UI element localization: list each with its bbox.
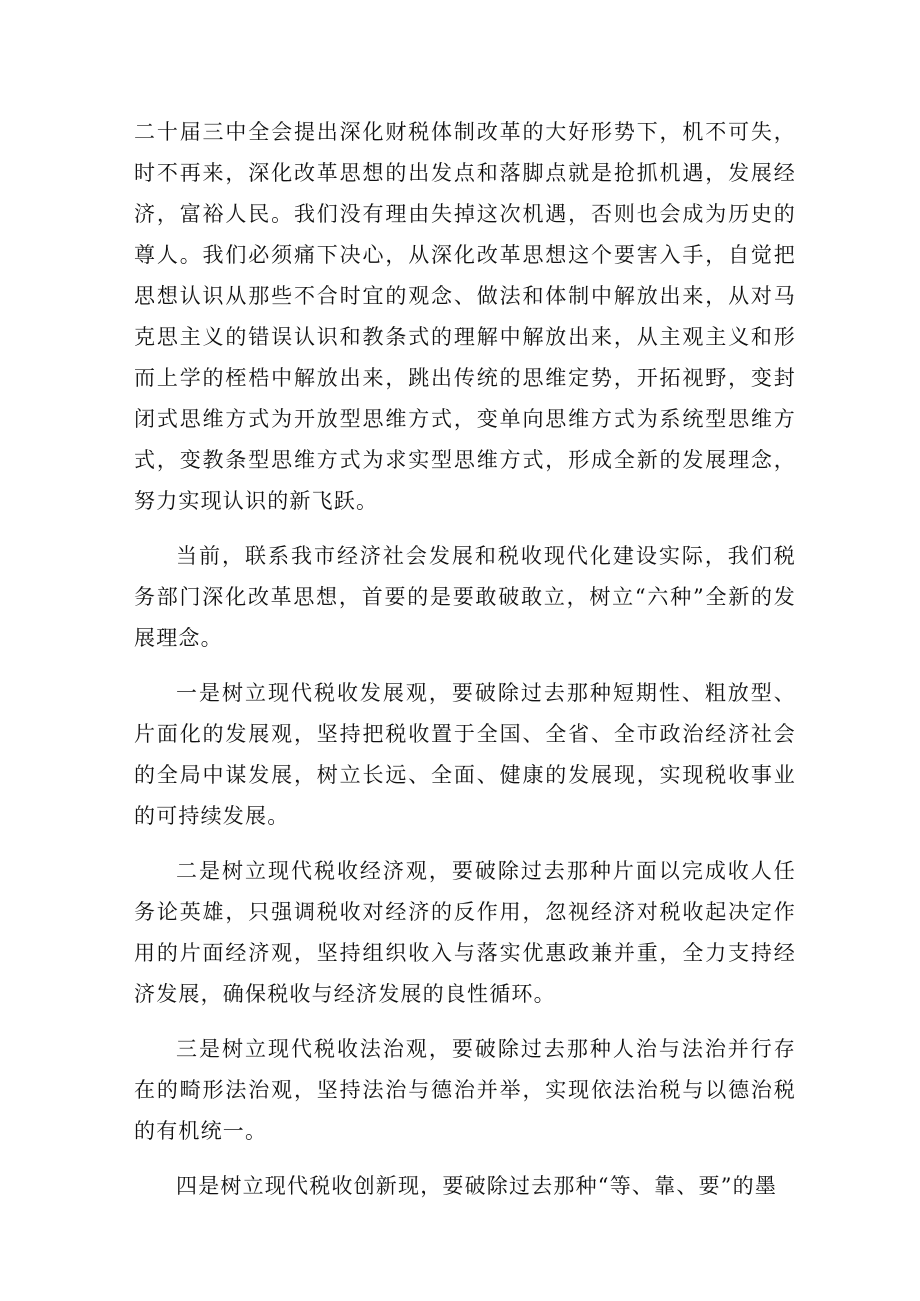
paragraph-2: 当前，联系我市经济社会发展和税收现代化建设实际，我们税务部门深化改革思想，首要的是要敢破敢立，树立“六种”全新的发展理念。: [134, 544, 796, 650]
document-body: [134, 112, 796, 1207]
paragraph-3: 一是树立现代税收发展观，要破除过去那种短期性、粗放型、片面化的发展观，坚持把税收置于全国、全省、全市政治经济社会的全局中谋发展，树立长远、全面、健康的发展现，实现税收事业的可持续发展。: [134, 681, 796, 828]
paragraph-1: 二十届三中全会提出深化财税体制改革的大好形势下，机不可失，时不再来，深化改革思想的出发点和落脚点就是抢抓机遇，发展经济，富裕人民。我们没有理由失掉这次机遇，否则也会成为历史的尊人。我们必须痛下决心，从深化改革思想这个要害入手，自觉把思想认识从那些不合时宜的观念、做法和体制中解放出来，从对马克思主义的错误认识和教条式的理解中解放出来，从主观主义和形而上学的桎梏中解放出来，跳出传统的思维定势，开拓视野，变封闭式思维方式为开放型思维方式，变单向思维方式为系统型思维方式，变教条型思维方式为求实型思维方式，形成全新的发展理念，努力实现认识的新飞跃。: [134, 120, 796, 513]
paragraph-4: 二是树立现代税收经济观，要破除过去那种片面以完成收人任务论英雄，只强调税收对经济的反作用，忽视经济对税收起决定作用的片面经济观，坚持组织收入与落实优惠政兼并重，全力支持经济发展，确保税收与经济发展的良性循环。: [134, 859, 796, 1006]
paragraph-5: 三是树立现代税收法治观，要破除过去那种人治与法治并行存在的畸形法治观，坚持法治与德治并举，实现依法治税与以德治税的有机统一。: [134, 1037, 796, 1143]
paragraph-6: 四是树立现代税收创新现，要破除过去那种“等、靠、要”的墨: [176, 1174, 778, 1198]
